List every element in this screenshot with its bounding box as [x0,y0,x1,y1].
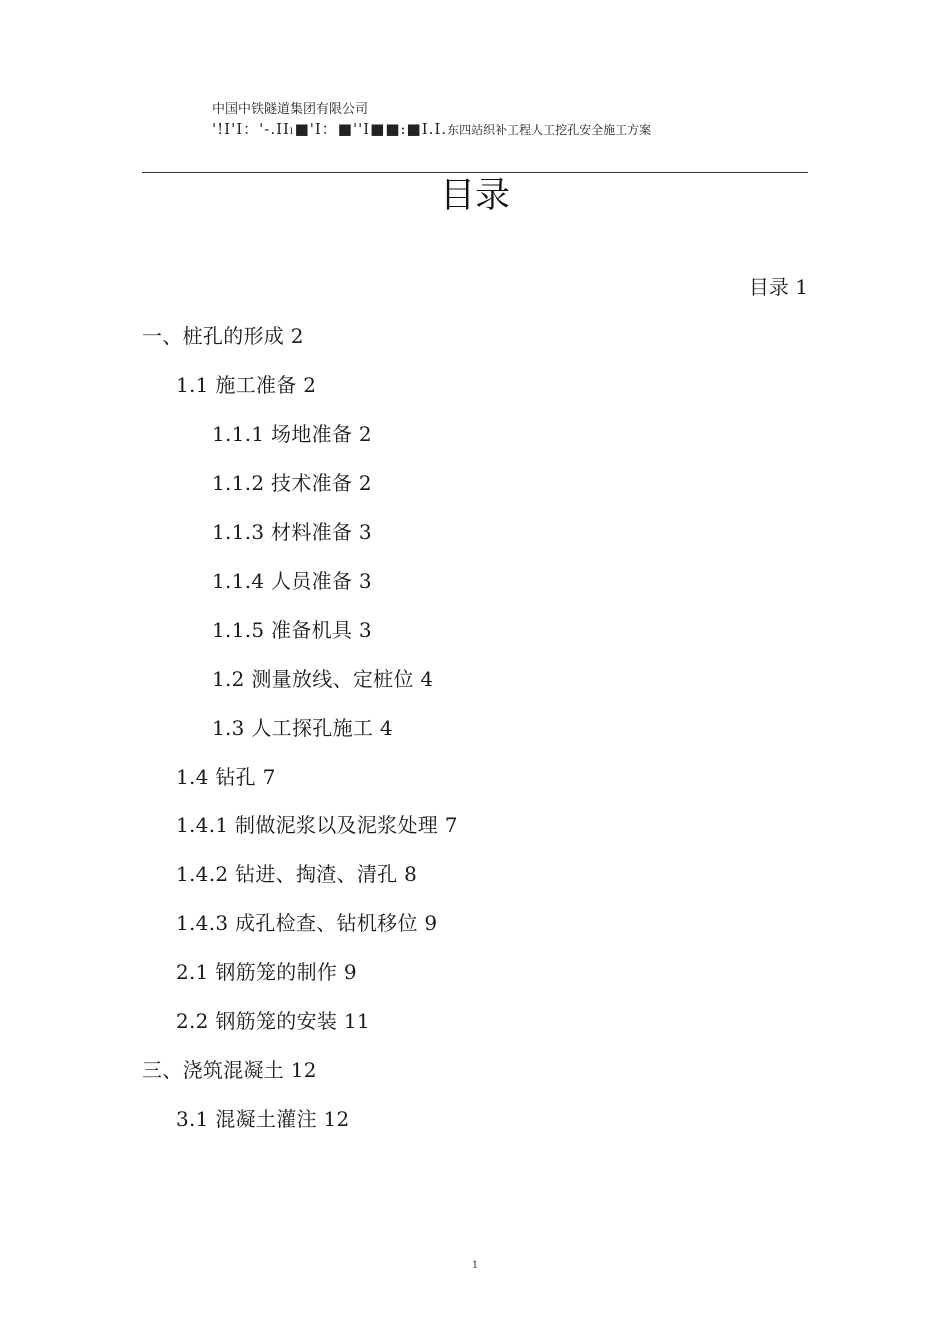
toc-entry[interactable]: 一、桩孔的形成 2 [142,324,304,348]
toc-entry[interactable]: 1.1.5 准备机具 3 [212,618,372,642]
toc-entry[interactable]: 1.1.2 技术准备 2 [212,471,372,495]
toc-entry-contents[interactable]: 目录 1 [748,275,808,299]
toc-entry[interactable]: 1.2 测量放线、定桩位 4 [212,667,434,691]
toc-entry[interactable]: 1.4.2 钻进、掏渣、清孔 8 [176,862,418,886]
toc-entry[interactable]: 1.4.1 制做泥浆以及泥浆处理 7 [176,813,458,837]
toc-entry[interactable]: 2.2 钢筋笼的安装 11 [176,1009,370,1033]
toc-entry[interactable]: 2.1 钢筋笼的制作 9 [176,960,357,984]
page-title: 目录 [439,176,510,216]
toc-entry[interactable]: 1.4 钻孔 7 [176,765,276,789]
header-garbled-text: '!I'I：'-.IIₗ■'I：■''I■■:■I.I. [212,120,448,138]
toc-entry[interactable]: 1.1.1 场地准备 2 [212,422,372,446]
header-project-line [212,118,651,139]
toc-entry[interactable]: 1.1.3 材料准备 3 [212,520,372,544]
toc-entry[interactable]: 3.1 混凝土灌注 12 [176,1107,350,1131]
page-number: 1 [471,1260,479,1271]
toc-entry[interactable]: 1.1.4 人员准备 3 [212,569,372,593]
header-company-name: 中国中铁隧道集团有限公司 [212,102,369,117]
header-project-title: 东四站织补工程人工挖孔安全施工方案 [447,123,652,137]
toc-entry[interactable]: 1.4.3 成孔检查、钻机移位 9 [176,911,438,935]
toc-entry[interactable]: 1.1 施工准备 2 [176,373,317,397]
toc-entry[interactable]: 三、浇筑混凝土 12 [142,1058,317,1082]
toc-entry[interactable]: 1.3 人工探孔施工 4 [212,716,393,740]
